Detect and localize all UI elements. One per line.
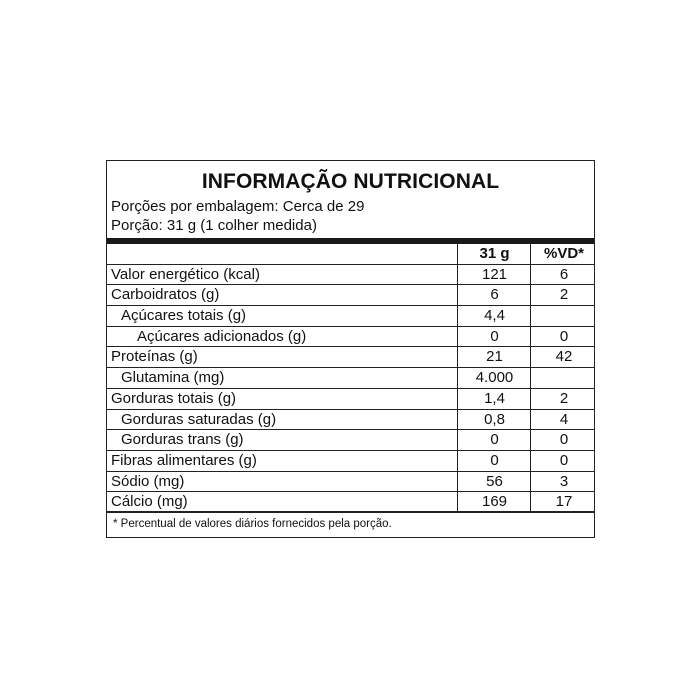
nutrient-dv: 6	[530, 265, 597, 285]
nutrient-dv: 0	[530, 451, 597, 471]
table-row	[107, 265, 594, 286]
nutrient-label: Proteínas (g)	[111, 348, 198, 366]
table-row	[107, 430, 594, 451]
table-row	[107, 451, 594, 472]
nutrient-label: Açúcares adicionados (g)	[137, 327, 307, 345]
serving-size: Porção: 31 g (1 colher medida)	[111, 217, 317, 234]
nutrient-dv: 4	[530, 410, 597, 430]
nutrient-amount: 4,4	[457, 306, 531, 326]
table-row	[107, 306, 594, 327]
table-row	[107, 492, 594, 513]
nutrient-label: Cálcio (mg)	[111, 493, 188, 511]
table-header-row	[107, 244, 594, 265]
nutrient-amount: 1,4	[457, 389, 531, 409]
nutrient-label: Fibras alimentares (g)	[111, 451, 257, 469]
footnote: * Percentual de valores diários fornecidos pela porção.	[113, 518, 392, 530]
nutrient-amount: 169	[457, 492, 531, 511]
nutrient-amount: 0	[457, 451, 531, 471]
nutrient-label: Carboidratos (g)	[111, 286, 220, 304]
nutrient-amount: 0,8	[457, 410, 531, 430]
nutrient-dv: 3	[530, 472, 597, 492]
nutrient-dv	[530, 368, 597, 388]
table-row	[107, 347, 594, 368]
nutrient-amount: 4.000	[457, 368, 531, 388]
nutrient-amount: 0	[457, 430, 531, 450]
nutrient-amount: 0	[457, 327, 531, 347]
nutrient-dv: 42	[530, 347, 597, 367]
nutrient-dv: 0	[530, 327, 597, 347]
nutrient-amount: 56	[457, 472, 531, 492]
nutrient-label: Gorduras trans (g)	[121, 431, 244, 449]
nutrient-amount: 6	[457, 285, 531, 305]
table-row	[107, 410, 594, 431]
nutrient-label: Açúcares totais (g)	[121, 307, 247, 325]
nutrient-dv	[530, 306, 597, 326]
nutrition-table	[107, 244, 594, 513]
nutrient-label: Gorduras saturadas (g)	[121, 410, 277, 428]
servings-per-package: Porções por embalagem: Cerca de 29	[111, 198, 365, 215]
nutrient-label: Gorduras totais (g)	[111, 389, 237, 407]
nutrition-facts-panel	[106, 160, 595, 538]
nutrient-dv: 2	[530, 285, 597, 305]
nutrient-amount: 21	[457, 347, 531, 367]
panel-title: INFORMAÇÃO NUTRICIONAL	[201, 170, 500, 193]
nutrient-label: Glutamina (mg)	[121, 369, 225, 387]
table-row	[107, 285, 594, 306]
nutrient-dv: 2	[530, 389, 597, 409]
table-row	[107, 327, 594, 348]
nutrient-dv: 17	[530, 492, 597, 511]
table-row	[107, 368, 594, 389]
nutrient-label: Sódio (mg)	[111, 472, 185, 490]
nutrient-amount: 121	[457, 265, 531, 285]
column-header-amount: 31 g	[457, 244, 531, 264]
table-row	[107, 389, 594, 410]
nutrient-dv: 0	[530, 430, 597, 450]
table-row	[107, 472, 594, 493]
column-header-dv: %VD*	[530, 244, 597, 264]
nutrient-label: Valor energético (kcal)	[111, 265, 260, 283]
